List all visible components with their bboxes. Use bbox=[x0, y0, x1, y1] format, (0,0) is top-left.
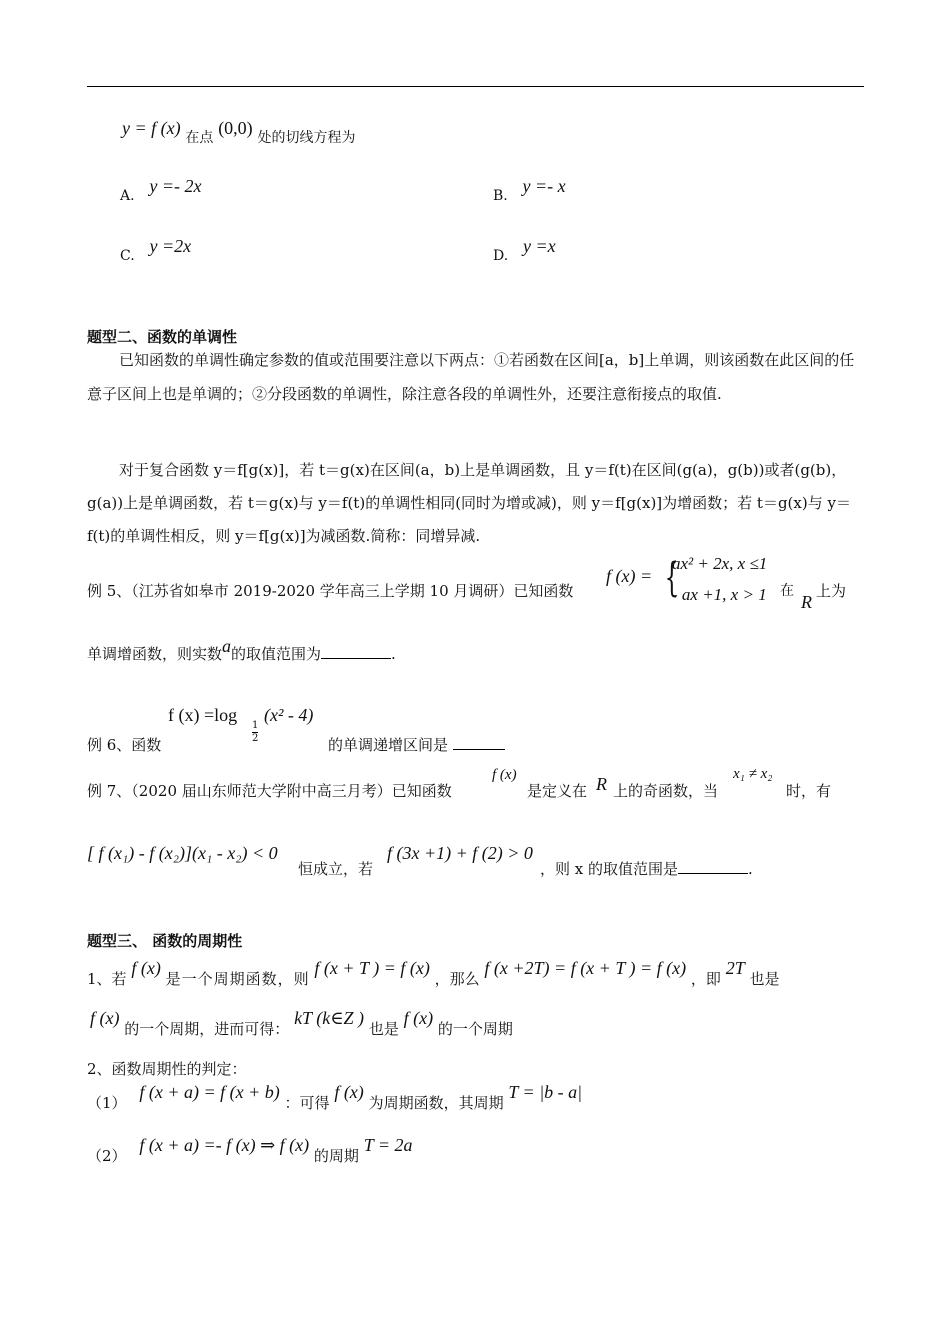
log-base-den: 2 bbox=[252, 733, 259, 744]
option-d[interactable] bbox=[493, 236, 556, 264]
example7-mid2: 上的奇函数，当 bbox=[613, 782, 719, 800]
answer-blank[interactable] bbox=[321, 644, 391, 659]
answer-blank[interactable] bbox=[678, 859, 748, 874]
piecewise-brace: { bbox=[664, 555, 679, 601]
option-label: C. bbox=[120, 248, 135, 264]
l2-kt: kT (k∈Z ) bbox=[294, 1008, 365, 1028]
section3-line2 bbox=[90, 1008, 513, 1038]
period: . bbox=[391, 645, 396, 663]
r1-T: T = |b - a| bbox=[508, 1082, 583, 1102]
example7-mid1: 是定义在 bbox=[527, 782, 588, 800]
example7-mid4: 恒成立，若 bbox=[298, 860, 374, 878]
example6-suffix-text: 的单调递增区间是 bbox=[328, 736, 449, 754]
option-expr: y =x bbox=[522, 236, 556, 256]
at-point-text: 在点 bbox=[185, 130, 214, 146]
section2-title: 题型二、函数的单调性 bbox=[87, 328, 238, 346]
r1-num: （1） bbox=[87, 1094, 127, 1112]
piecewise-case-1: ax² + 2x, x ≤1 bbox=[672, 554, 768, 573]
answer-blank[interactable] bbox=[453, 735, 505, 750]
r2-num: （2） bbox=[87, 1147, 127, 1165]
r1-eq: f (x + a) = f (x + b) bbox=[139, 1082, 280, 1102]
r1-b: 为周期函数，其周期 bbox=[368, 1094, 504, 1112]
example6-expr bbox=[168, 705, 237, 726]
r2-eq: f (x + a) =- f (x) ⇒ f (x) bbox=[139, 1135, 310, 1155]
question-stem bbox=[122, 118, 356, 146]
r1-a: ：可得 bbox=[284, 1094, 330, 1112]
option-label: B. bbox=[493, 188, 508, 204]
l2-a: 的一个周期，进而可得： bbox=[124, 1020, 290, 1038]
section2-paragraph-1: 已知函数的单调性确定参数的值或范围要注意以下两点：①若函数在区间[a，b]上单调，则该函数在此区间的任意子区间上也是单调的；②分段函数的单调性，除注意各段的单调性外，还要注意衔接点的取值. bbox=[87, 351, 855, 403]
option-label: D. bbox=[493, 248, 509, 264]
l2-b: 也是 bbox=[368, 1020, 399, 1038]
period: . bbox=[748, 860, 753, 878]
example5-line2-b: 的取值范围为 bbox=[231, 645, 322, 663]
section3-line3: 2、函数周期性的判定： bbox=[87, 1060, 247, 1078]
log-arg: (x² - 4) bbox=[264, 705, 314, 725]
r2-T: T = 2a bbox=[363, 1135, 413, 1155]
log-expr: f (x) =log bbox=[168, 705, 238, 725]
example6-suffix bbox=[328, 734, 505, 755]
example5-R: R bbox=[801, 592, 812, 612]
example7-inequality: [ f (x₁) - f (x₂)](x₁ - x₂) < 0 bbox=[87, 843, 278, 863]
header-rule bbox=[87, 86, 864, 87]
r1-fx: f (x) bbox=[334, 1082, 364, 1102]
option-a[interactable] bbox=[120, 176, 202, 204]
section3-rule2 bbox=[87, 1135, 413, 1165]
example7-mid5-text: ，则 x 的取值范围是 bbox=[540, 860, 678, 878]
option-label: A. bbox=[120, 188, 135, 204]
param-a: a bbox=[222, 636, 232, 656]
point-expr: (0,0) bbox=[218, 118, 253, 138]
l2-fx2: f (x) bbox=[403, 1008, 434, 1028]
l2-c: 的一个周期 bbox=[437, 1020, 513, 1038]
l1-eq1: f (x + T ) = f (x) bbox=[314, 958, 430, 978]
section2-paragraph-2: 对于复合函数 y＝f[g(x)]，若 t＝g(x)在区间(a，b)上是单调函数，且 y＝f(t)在区间(g(a)，g(b))或者(g(b)，g(a))上是单调函数，若 t＝g(x)与 y＝f(t)的单调性相同(同时为增或减)，则 y＝f[g(x)]为增函数；若 t＝g(x)与 y＝f(t)的单调性相反，则 y＝f[g(x)]为减函数.简称：同增异减. bbox=[87, 461, 851, 545]
option-expr: y =2x bbox=[149, 236, 192, 256]
piecewise-case-2: - ax +1, x > 1 bbox=[672, 585, 767, 604]
l1-2T: 2T bbox=[725, 958, 745, 978]
example5-line2-a: 单调增函数，则实数 bbox=[87, 645, 223, 663]
example7-cond: x₁ ≠ x₂ bbox=[733, 766, 773, 782]
example5-in: 在 bbox=[780, 583, 794, 599]
l1-b: 是一个周期函数，则 bbox=[165, 970, 310, 988]
example7-R: R bbox=[596, 774, 607, 794]
l1-eq2: f (x +2T) = f (x + T ) = f (x) bbox=[484, 958, 687, 978]
r2-a: 的周期 bbox=[313, 1147, 359, 1165]
l1-c: ，那么 bbox=[434, 970, 480, 988]
example7-fx: f (x) bbox=[492, 767, 517, 783]
example5-suffix: 上为 bbox=[816, 582, 847, 600]
log-base bbox=[252, 720, 258, 745]
option-c[interactable] bbox=[120, 236, 192, 264]
section3-line1 bbox=[87, 958, 780, 988]
l1-fx: f (x) bbox=[131, 958, 161, 978]
function-expr: y = f (x) bbox=[122, 118, 181, 138]
l1-a: 1、若 bbox=[87, 970, 127, 988]
example5-prefix: 例 5、（江苏省如皋市 2019-2020 学年高三上学期 10 月调研）已知函数 bbox=[87, 582, 574, 600]
example5-line2 bbox=[87, 636, 396, 664]
l1-d: ，即 bbox=[690, 970, 721, 988]
example5-fx: f (x) = bbox=[606, 566, 653, 586]
option-expr: y =- x bbox=[522, 176, 566, 196]
l1-e: 也是 bbox=[749, 970, 780, 988]
example7-mid5 bbox=[540, 858, 753, 879]
example7-mid3: 时，有 bbox=[786, 782, 832, 800]
option-expr: y =- 2x bbox=[149, 176, 202, 196]
section3-rule1 bbox=[87, 1082, 583, 1112]
example7-prefix: 例 7、（2020 届山东师范大学附中高三月考）已知函数 bbox=[87, 782, 452, 800]
tangent-text: 处的切线方程为 bbox=[257, 130, 356, 146]
log-base-num: 1 bbox=[252, 720, 259, 731]
l2-fx: f (x) bbox=[90, 1008, 120, 1028]
section3-title: 题型三、 函数的周期性 bbox=[87, 932, 243, 950]
example7-inequality-2: f (3x +1) + f (2) > 0 bbox=[387, 843, 533, 863]
example6-prefix: 例 6、函数 bbox=[87, 736, 162, 754]
option-b[interactable] bbox=[493, 176, 566, 204]
